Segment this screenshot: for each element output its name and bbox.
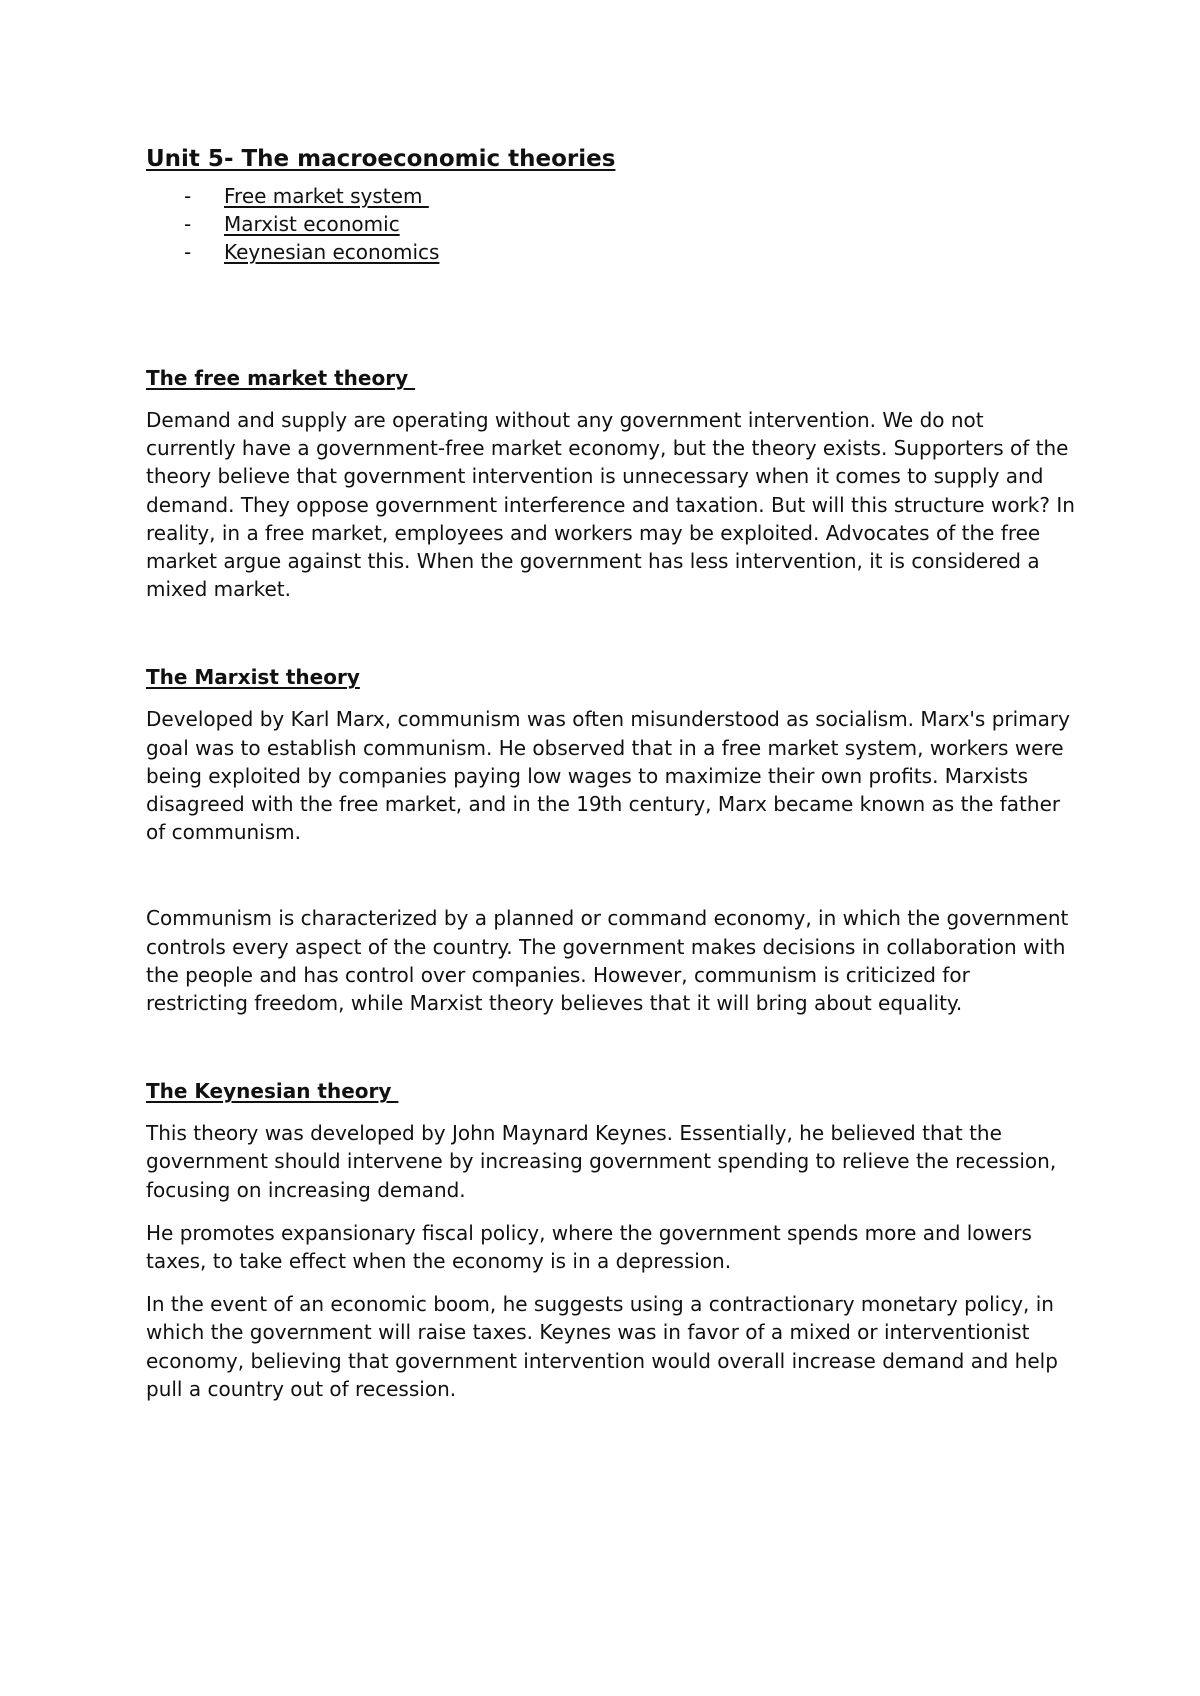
paragraph: Demand and supply are operating without any government intervention. We do not currently have a government-free market economy, but the theory exists. Supporters of the theory believe that government intervention is unnecessary when it comes to supply and demand. They oppose government interference and taxation. But will this structure work? In reality, in a free market, employees and workers may be exploited. Advocates of the free market argue against this. When the government has less intervention, it is considered a mixed market. [146,408,1075,602]
topic-link-free-market[interactable]: Free market system [224,184,429,208]
list-dash: - [184,212,192,236]
topic-link-keynesian[interactable]: Keynesian economics [224,240,440,264]
list-dash: - [184,240,192,264]
section-keynesian [146,1077,1076,1403]
list-item [146,210,1076,238]
list-item [146,238,1076,266]
document-title: Unit 5- The macroeconomic theories [146,146,616,172]
paragraph: He promotes expansionary fiscal policy, where the government spends more and lowers taxes, to take effect when the economy is in a depression. [146,1220,1032,1274]
paragraph: Communism is characterized by a planned or command economy, in which the government controls every aspect of the country. The government makes decisions in collaboration with the people and has control over companies. However, communism is criticized for restricting freedom, while Marxist theory believes that it will bring about equality. [146,906,1069,1016]
section-heading-free-market: The free market theory [146,366,416,390]
section-heading-marxist: The Marxist theory [146,665,360,690]
topic-list [146,182,1076,266]
section-marxist [146,663,1076,1017]
section-heading-keynesian: The Keynesian theory [146,1079,399,1104]
paragraph: Developed by Karl Marx, communism was often misunderstood as socialism. Marx's primary goal was to establish communism. He observed that in a free market system, workers were being exploited by companies paying low wages to maximize their own profits. Marxists disagreed with the free market, and in the 19th century, Marx became known as the father of communism. [146,707,1070,845]
paragraph: In the event of an economic boom, he suggests using a contractionary monetary policy, in which the government will raise taxes. Keynes was in favor of a mixed or interventionist economy, believing that government intervention would overall increase demand and help pull a country out of recession. [146,1292,1058,1401]
list-item [146,182,1076,210]
topic-link-marxist[interactable]: Marxist economic [224,212,400,236]
list-dash: - [184,184,192,208]
document-content [146,142,1076,1403]
paragraph: This theory was developed by John Maynard Keynes. Essentially, he believed that the government should intervene by increasing government spending to relieve the recession, focusing on increasing demand. [146,1121,1057,1202]
section-free-market [146,364,1076,603]
